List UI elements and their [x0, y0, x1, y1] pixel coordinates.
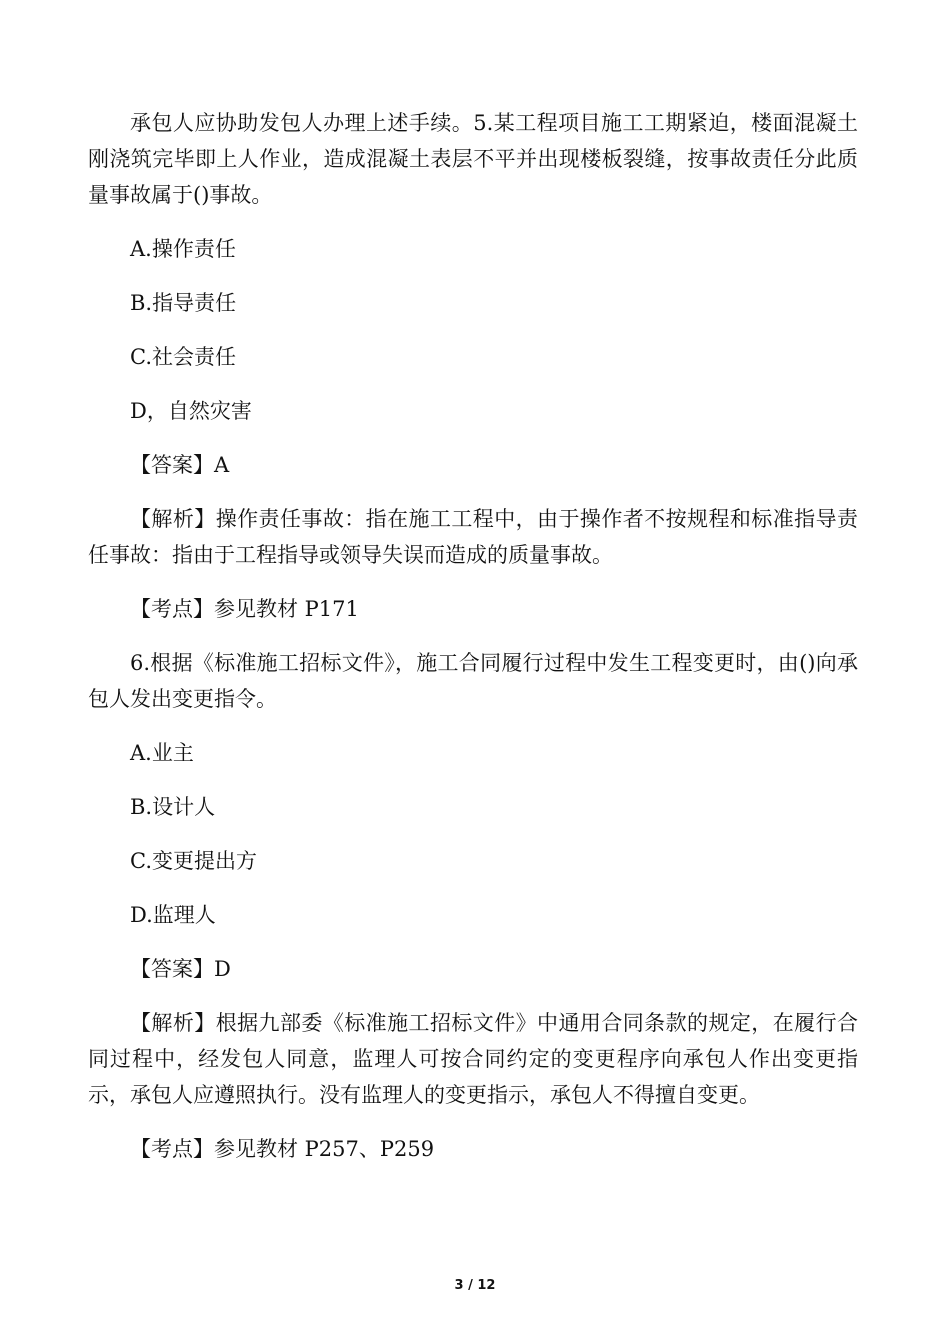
question-5-reference: 【考点】参见教材 P171: [130, 597, 359, 621]
question-5-answer: 【答案】A: [130, 453, 230, 477]
question-6-option-d: D.监理人: [130, 903, 216, 927]
question-6-option-c: C.变更提出方: [130, 849, 257, 873]
question-6-option-a: A.业主: [130, 741, 194, 765]
question-5-option-d: D，自然灾害: [130, 399, 252, 423]
page-content: [88, 105, 858, 1185]
question-6-option-b: B.设计人: [130, 795, 216, 819]
question-5-option-a: A.操作责任: [130, 237, 236, 261]
question-6-answer: 【答案】D: [130, 957, 231, 981]
question-5-option-b: B.指导责任: [130, 291, 237, 315]
page-number: 3 / 12: [454, 1278, 496, 1293]
question-6-stem: 6.根据《标准施工招标文件》，施工合同履行过程中发生工程变更时，由()向承包人发出变更指令。: [88, 651, 858, 711]
question-5-analysis: 【解析】操作责任事故：指在施工工程中，由于操作者不按规程和标准指导责任事故：指由于工程指导或领导失误而造成的质量事故。: [88, 507, 858, 567]
question-5-option-c: C.社会责任: [130, 345, 236, 369]
question-6-reference: 【考点】参见教材 P257、P259: [130, 1137, 435, 1161]
question-6-analysis: 【解析】根据九部委《标准施工招标文件》中通用合同条款的规定，在履行合同过程中，经发包人同意，监理人可按合同约定的变更程序向承包人作出变更指示，承包人应遵照执行。没有监理人的变更指示，承包人不得擅自变更。: [88, 1011, 858, 1107]
question-5-stem: 承包人应协助发包人办理上述手续。5.某工程项目施工工期紧迫，楼面混凝土刚浇筑完毕即上人作业，造成混凝土表层不平并出现楼板裂缝，按事故责任分此质量事故属于()事故。: [88, 111, 858, 207]
